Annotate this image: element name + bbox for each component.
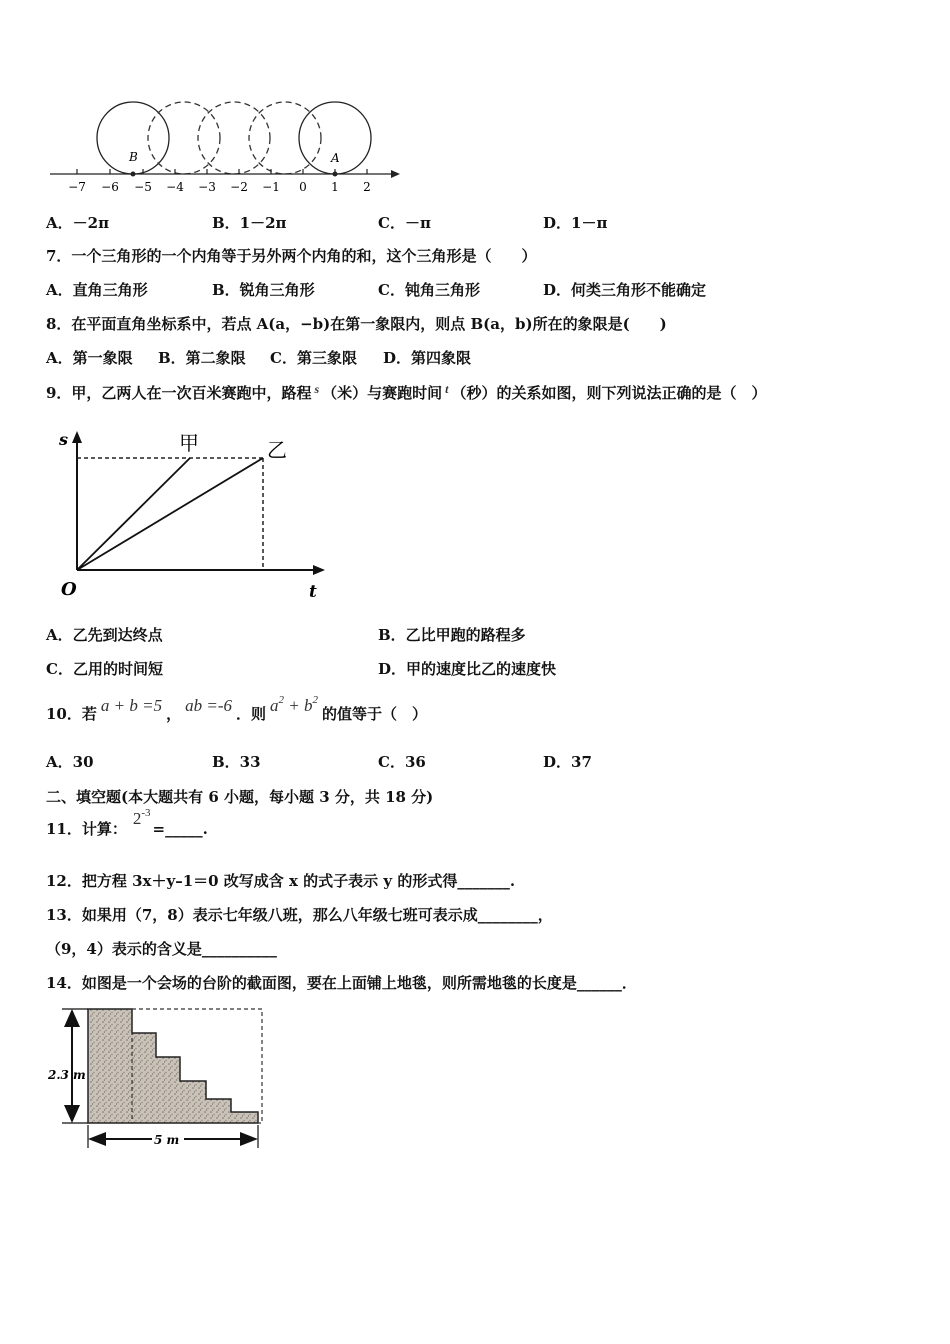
q9-option-c[interactable]: C．乙用的时间短 (46, 660, 163, 678)
q8-option-d[interactable]: D．第四象限 (383, 349, 472, 367)
q10-then: ．则 (235, 705, 266, 723)
jia-label: 甲 (179, 431, 199, 455)
q6-option-b[interactable]: B．1－2π (212, 214, 287, 232)
q9-stem-part1: 9．甲，乙两人在一次百米赛跑中，路程 (46, 384, 312, 402)
q10-option-a[interactable]: A．30 (46, 753, 94, 771)
q10-expr-a: a (270, 696, 279, 715)
tick-label: 2 (363, 180, 371, 194)
number-line-arrow (391, 170, 400, 178)
q10-equation-2: ab =-6 (185, 696, 232, 715)
section-2-title: 二、填空题(本大题共有 6 小题，每小题 3 分，共 18 分) (46, 788, 434, 806)
q11-power (127, 809, 153, 828)
q10-prefix: 10．若 (46, 705, 97, 723)
q10-comma: ， (166, 705, 182, 723)
q10-expression (266, 696, 322, 715)
q9-stem-part2: （米）与赛跑时间 (322, 384, 443, 402)
yi-label: 乙 (267, 438, 287, 462)
q9-option-b[interactable]: B．乙比甲跑的路程多 (378, 626, 526, 644)
q7-option-a[interactable]: A．直角三角形 (46, 281, 148, 299)
q11-exponent: -3 (141, 807, 151, 819)
q7-stem: 7．一个三角形的一个内角等于另外两个内角的和，这个三角形是（ ） (46, 247, 537, 265)
q6-option-d[interactable]: D．1－π (543, 214, 608, 232)
tick-label: 1 (331, 180, 339, 194)
q9-var-t: t (445, 382, 449, 396)
q10-equation-1: a + b =5 (100, 696, 163, 715)
q14-stem: 14．如图是一个会场的台阶的截面图，要在上面铺上地毯，则所需地毯的长度是______． (46, 974, 637, 992)
t-axis-arrow (313, 565, 325, 575)
staircase-cross-section-figure (48, 1003, 273, 1158)
q12-stem: 12．把方程 3x＋y–1＝0 改写成含 x 的式子表示 y 的形式得_______. (46, 872, 516, 890)
number-line-circles-figure (45, 95, 410, 195)
tick-label: −7 (68, 180, 86, 194)
q9-var-s: s (314, 382, 320, 396)
width-arrow-left (88, 1132, 106, 1146)
point-b-label: B (129, 150, 138, 164)
q10-suffix: 的值等于（ ） (321, 705, 427, 723)
q9-stem-part3: （秒）的关系如图，则下列说法正确的是（ ） (451, 384, 767, 402)
width-label: 5 m (154, 1133, 180, 1147)
q10-option-b[interactable]: B．33 (212, 753, 261, 771)
q11-stem (46, 807, 208, 848)
tick-label: −1 (262, 180, 280, 194)
q10-expr-b-exp: 2 (312, 694, 318, 706)
t-axis-label: t (309, 582, 317, 602)
s-axis-arrow (72, 431, 82, 443)
tick-label: −5 (134, 180, 152, 194)
q8-stem: 8．在平面直角坐标系中，若点 A(a，−b)在第一象限内，则点 B(a，b)所在的象限是( ) (46, 315, 667, 333)
q13-line2: （9，4）表示的含义是__________ (46, 940, 277, 958)
q7-option-b[interactable]: B．锐角三角形 (212, 281, 315, 299)
tick-label: −3 (198, 180, 216, 194)
yi-line (77, 458, 263, 570)
staircase-shape (88, 1009, 258, 1123)
height-arrow-top (64, 1009, 80, 1027)
q7-option-c[interactable]: C．钝角三角形 (378, 281, 480, 299)
q6-option-c[interactable]: C．－π (378, 214, 431, 232)
tick-label: −2 (230, 180, 248, 194)
q10-option-d[interactable]: D．37 (543, 753, 592, 771)
q13-line1: 13．如果用（7，8）表示七年级八班，那么八年级七班可表示成________， (46, 906, 553, 924)
q6-option-a[interactable]: A．－2π (46, 214, 110, 232)
q8-option-c[interactable]: C．第三象限 (270, 349, 357, 367)
origin-label: O (61, 579, 77, 600)
q9-option-d[interactable]: D．甲的速度比乙的速度快 (378, 660, 557, 678)
q9-option-a[interactable]: A．乙先到达终点 (46, 626, 163, 644)
height-arrow-bottom (64, 1105, 80, 1123)
point-b-dot (131, 172, 136, 177)
width-arrow-right (240, 1132, 258, 1146)
q7-option-d[interactable]: D．何类三角形不能确定 (543, 281, 707, 299)
q10-expr-plus-b: + b (284, 696, 313, 715)
tick-label: −6 (101, 180, 119, 194)
point-a-dot (333, 172, 338, 177)
point-a-label: A (331, 151, 340, 165)
jia-line (77, 458, 190, 570)
q10-option-c[interactable]: C．36 (378, 753, 426, 771)
q11-prefix: 11．计算： (46, 820, 127, 838)
q11-base: 2 (132, 809, 142, 828)
tick-label: −4 (166, 180, 184, 194)
q10-stem (46, 694, 427, 733)
q9-stem (46, 382, 767, 403)
s-axis-label: s (59, 430, 69, 449)
height-label: 2.3 m (48, 1068, 86, 1082)
race-distance-time-graph (55, 425, 335, 605)
tick-label: 0 (299, 180, 307, 194)
q8-option-b[interactable]: B．第二象限 (158, 349, 246, 367)
q8-option-a[interactable]: A．第一象限 (46, 349, 133, 367)
q11-answer-blank[interactable]: =_____. (152, 820, 208, 838)
q10-expr-a-exp: 2 (278, 694, 284, 706)
